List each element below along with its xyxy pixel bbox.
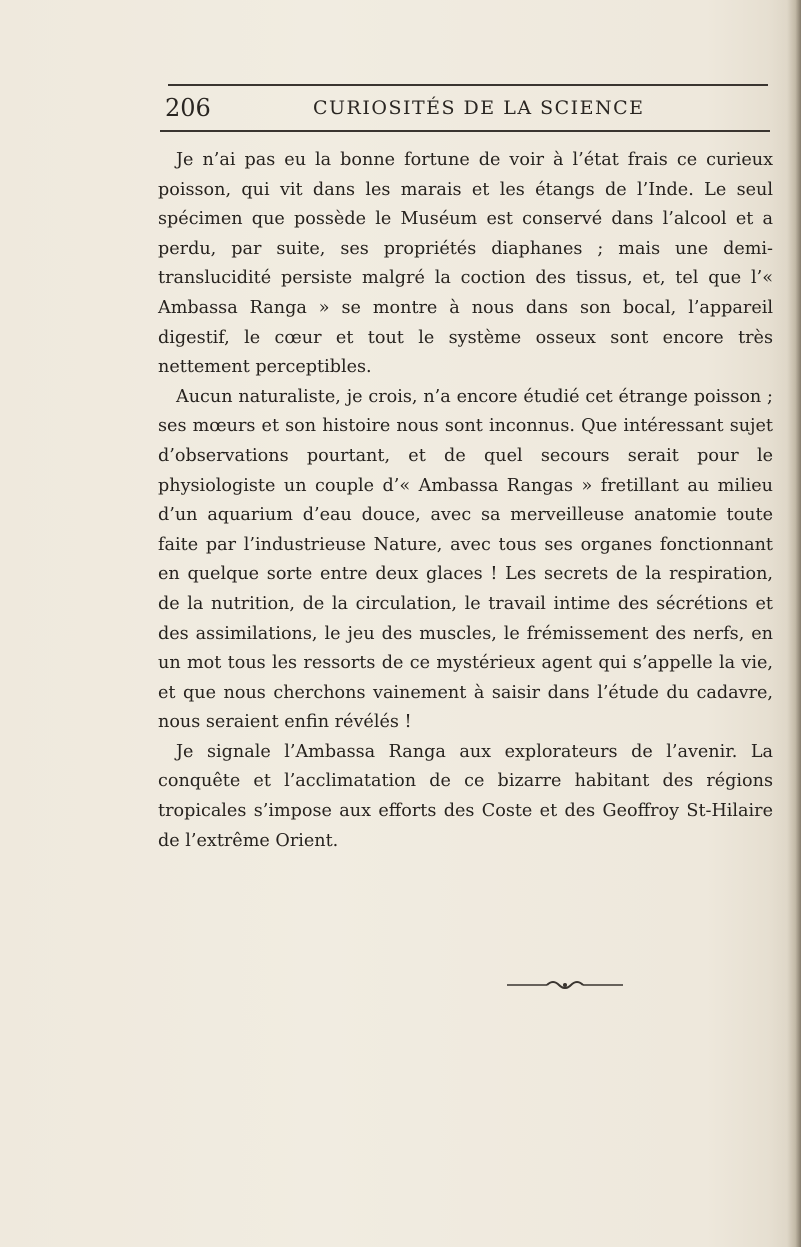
paragraph: Je n’ai pas eu la bonne fortune de voir à l’état frais ce curieux poisson, qui vit dans les marais et les étangs de l’Inde. Le seul spécimen que possède le Muséum est conservé dans l’alcool et a perdu, par suite, ses propriétés diaphanes ; mais une demi-translucidité persiste malgré la coction des tissus, et, tel que l’« Ambassa Ranga » se montre à nous dans son bocal, l’appareil digestif, le cœur et tout le système osseux sont encore très nettement perceptibles. xyxy=(158,150,773,378)
body-text xyxy=(158,146,773,856)
page-gutter-shadow xyxy=(787,0,801,1247)
header-top-rule xyxy=(168,84,768,86)
paragraph: Aucun naturaliste, je crois, n’a encore étudié cet étrange poisson ; ses mœurs et son histoire nous sont inconnus. Que intéressant sujet d’observations pourtant, et de quel secours serait pour le physiologiste un couple d’« Ambassa Rangas » fretillant au milieu d’un aquarium d’eau douce, avec sa merveilleuse anatomie toute faite par l’industrieuse Nature, avec tous ses organes fonctionnant en quelque sorte entre deux glaces ! Les secrets de la respiration, de la nutrition, de la circulation, le travail intime des sécrétions et des assimilations, le jeu des muscles, le frémissement des nerfs, en un mot tous les ressorts de ce mystérieux agent qui s’appelle la vie, et que nous cherchons vainement à saisir dans l’étude du cadavre, nous seraient enfin révélés ! xyxy=(158,386,773,733)
running-title: CURIOSITÉS DE LA SCIENCE xyxy=(313,97,645,119)
header-bottom-rule xyxy=(160,130,770,132)
paragraph: Je signale l’Ambassa Ranga aux explorateurs de l’avenir. La conquête et l’acclimatation de ce bizarre habitant des régions tropicales s’impose aux efforts des Coste et des Geoffroy St-Hilaire de l’extrême Orient. xyxy=(158,741,773,851)
running-header xyxy=(153,94,773,130)
page-number: 206 xyxy=(165,94,211,122)
end-of-section-ornament-icon xyxy=(505,978,625,992)
